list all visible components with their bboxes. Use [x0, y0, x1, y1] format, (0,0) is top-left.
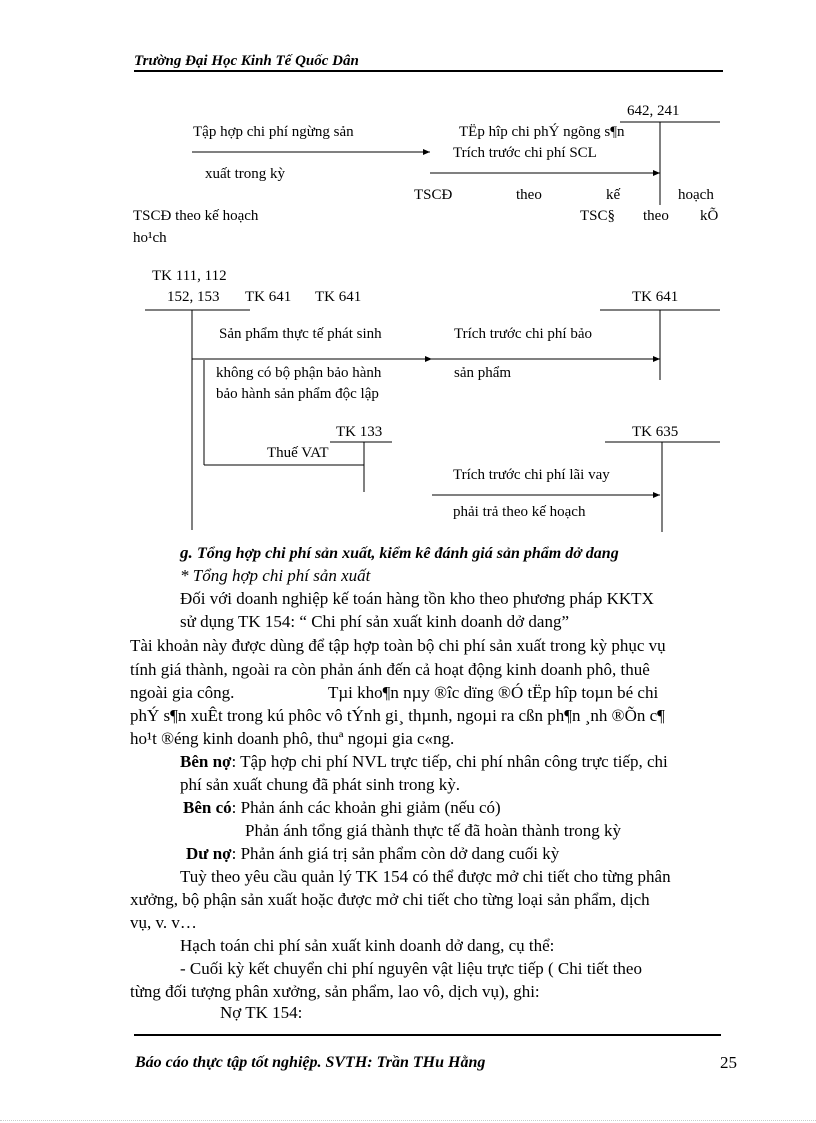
d2-mid-bottom: sản phẩm — [454, 365, 512, 381]
du-no-label: Dư nợ — [186, 844, 232, 863]
d2-acct-133: TK 133 — [336, 424, 383, 440]
page-edge — [0, 1120, 816, 1121]
d2-r3-top: Trích trước chi phí lãi vay — [453, 467, 610, 483]
section-title: Tổng hợp chi phí sản xuất, kiểm kê đánh giá sản phẩm dở dang — [197, 545, 619, 562]
ben-co-text: : Phản ánh các khoản ghi giảm (nếu có) — [231, 798, 501, 817]
para-line: Tµi kho¶n nµy ®îc dïng ®Ó tËp hîp toµn bé chi — [328, 683, 659, 702]
d1-left-line: TSCĐ theo kế hoạch — [133, 208, 259, 224]
ben-no-label: Bên nợ — [180, 752, 232, 771]
para-line: Tài khoản này được dùng để tập hợp toàn bộ chi phí sản xuất trong kỳ phục vụ — [130, 636, 666, 655]
section-number: g. — [180, 543, 193, 562]
para-line: Phản ánh tổng giá thành thực tế đã hoàn thành trong kỳ — [245, 821, 622, 840]
d2-acct-641b: TK 641 — [315, 289, 362, 305]
d2-acct-641a: TK 641 — [245, 289, 292, 305]
d2-left-box2: không có bộ phận bảo hành — [216, 365, 382, 381]
d1-mid-bottom: Trích trước chi phí SCL — [453, 145, 597, 161]
d2-acct-641r: TK 641 — [632, 289, 679, 305]
d1-left-top: Tập hợp chi phí ngừng sản — [193, 124, 354, 140]
para-line: phí sản xuất chung đã phát sinh trong kỳ. — [180, 775, 460, 794]
d1-row-word-4: hoạch — [678, 187, 714, 203]
du-no-line — [186, 844, 559, 864]
para-line: ho¹t ®éng kinh doanh phô, thuª ngoµi gia c«ng. — [130, 729, 455, 748]
d1-garbled-1: TSC§ — [580, 208, 616, 224]
para-line: Tuỳ theo yêu cầu quản lý TK 154 có thể được mở chi tiết cho từng phân — [180, 867, 671, 886]
d1-row-word-3: kế — [606, 187, 621, 203]
footer-rule — [134, 1034, 721, 1036]
ben-no-text: : Tập hợp chi phí NVL trực tiếp, chi phí nhân công trực tiếp, chi — [231, 752, 668, 771]
d1-mid-top: TËp hîp chi phÝ ngõng s¶n — [459, 124, 625, 140]
para-line: Nợ TK 154: — [220, 1003, 303, 1022]
section-heading — [180, 543, 619, 564]
d2-vat: Thuế VAT — [267, 445, 329, 461]
d2-left-box3: bảo hành sản phẩm độc lập — [216, 386, 379, 402]
ben-co-line — [183, 798, 501, 818]
para-line: ngoài gia công. — [130, 683, 235, 702]
subheading: * Tổng hợp chi phí sản xuất — [180, 566, 371, 585]
d1-row-word-2: theo — [516, 187, 542, 203]
para-line: - Cuối kỳ kết chuyển chi phí nguyên vật liệu trực tiếp ( Chi tiết theo — [180, 959, 642, 978]
ben-co-label: Bên có — [183, 798, 232, 817]
para-line: vụ, v. v… — [130, 913, 197, 932]
d2-left-box1: Sản phẩm thực tế phát sinh — [219, 326, 382, 342]
para-line: xưởng, bộ phận sản xuất hoặc được mở chi tiết cho từng loại sản phẩm, dịch — [130, 890, 650, 909]
d1-left-line2: ho¹ch — [133, 230, 167, 246]
d2-mid-top: Trích trước chi phí bảo — [454, 326, 592, 342]
d1-left-bottom: xuất trong kỳ — [205, 166, 285, 182]
page-number: 25 — [720, 1053, 737, 1072]
d2-acct-635: TK 635 — [632, 424, 679, 440]
ben-no-line — [180, 752, 668, 772]
d2-acct-left2: 152, 153 — [167, 289, 220, 305]
para-line: từng đối tượng phân xưởng, sản phẩm, lao vô, dịch vụ), ghi: — [130, 982, 540, 1001]
du-no-text: : Phản ánh giá trị sản phẩm còn dở dang cuối kỳ — [231, 844, 560, 863]
d1-row-word-1: TSCĐ — [414, 187, 453, 203]
para-line: tính giá thành, ngoài ra còn phản ánh đến cả hoạt động kinh doanh phô, thuê — [130, 660, 650, 679]
para-line: Đối với doanh nghiệp kế toán hàng tồn kho theo phương pháp KKTX — [180, 589, 654, 608]
d2-acct-left1: TK 111, 112 — [152, 268, 227, 284]
d1-garbled-3: kÕ — [700, 208, 719, 224]
d2-r3-bottom: phải trả theo kế hoạch — [453, 504, 586, 520]
d1-garbled-2: theo — [643, 208, 669, 224]
para-line: sử dụng TK 154: “ Chi phí sản xuất kinh doanh dở dang” — [180, 612, 570, 631]
footer-text: Báo cáo thực tập tốt nghiệp. SVTH: Trần THu Hằng — [135, 1054, 486, 1071]
running-header: Trường Đại Học Kinh Tế Quốc Dân — [134, 53, 359, 69]
para-line: Hạch toán chi phí sản xuất kinh doanh dở dang, cụ thể: — [180, 936, 555, 955]
para-line: phÝ s¶n xuÊt trong kú phôc vô tÝnh gi¸ thµnh, ngoµi ra cßn ph¶n ¸nh ®Õn c¶ — [130, 706, 665, 725]
d1-acct-label: 642, 241 — [627, 103, 680, 119]
